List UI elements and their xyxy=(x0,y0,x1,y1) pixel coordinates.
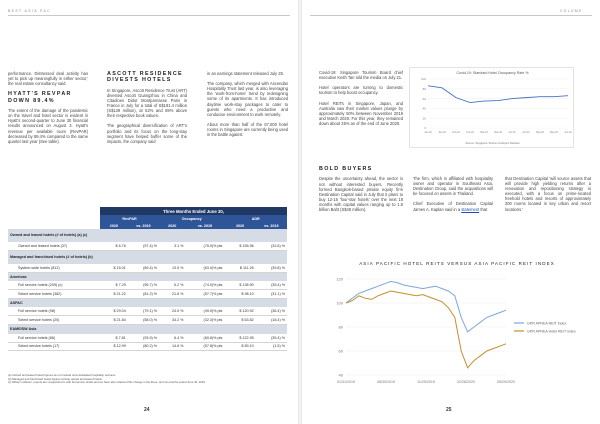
table-cell: (75.0)% pts xyxy=(185,242,224,251)
x-tick-label: Jan-20 xyxy=(438,131,446,134)
x-tick-label: 08/30/2019 xyxy=(377,380,395,384)
table-year-header: 2020 xyxy=(224,222,255,229)
table-cell: (80.2) % xyxy=(128,342,159,351)
left-column-2 xyxy=(107,71,187,149)
y-tick-label: 0 xyxy=(424,126,426,131)
table-cell: (32.6) % xyxy=(256,242,287,251)
table-cell: 21.6 % xyxy=(159,290,185,299)
x-tick-label: 05/29/2020 xyxy=(497,380,515,384)
table-note: (b) Managed and franchised hotels figures include owned and leased hotels xyxy=(8,376,102,381)
table-cell: (39.8) % xyxy=(256,264,287,273)
x-tick-label: Mar-20 xyxy=(480,131,488,134)
table-cell: (74.0)% pts xyxy=(185,281,224,290)
header-rule xyxy=(8,15,290,16)
x-tick-label: 02/28/2020 xyxy=(457,380,475,384)
table-cell: (18.4) % xyxy=(256,316,287,325)
table-group-header: RevPAR xyxy=(100,215,159,222)
table-cell: $ 122.95 xyxy=(224,334,255,343)
table-cell: (81.2) % xyxy=(128,290,159,299)
table-cell: $ 98.10 xyxy=(224,290,255,299)
bold-buyers-column-2 xyxy=(413,176,493,217)
table-cell: $ 63.82 xyxy=(224,316,255,325)
table-row-label: Full service hotels (98) xyxy=(8,307,100,316)
paragraph: In Singapore, Ascott Residence Trust (ART) divested Ascott Guangzhou in China and Citadines Didot Montparnasse Paris in France in July for a total of S$191.4 million (S$139 million), at 52% and 69% above their respective book values. xyxy=(107,87,187,119)
table-note: (a) Owned and leased hotels figures do not include unconsolidated hospitality ventures xyxy=(8,373,116,377)
y-tick-label: 120 xyxy=(336,276,343,282)
table-cell: 6.4 % xyxy=(159,334,185,343)
table-notes xyxy=(8,374,205,385)
table-section-header xyxy=(8,272,287,281)
section-heading-bold-buyers: BOLD BUYERS xyxy=(319,166,373,172)
table-cell: (35.4) % xyxy=(256,334,287,343)
header-rule xyxy=(310,15,592,16)
table-cell: (60.6)% pts xyxy=(185,334,224,343)
page-number-left: 24 xyxy=(144,407,150,413)
table-cell: $ 138.90 xyxy=(224,281,255,290)
y-tick-label: 80 xyxy=(422,87,426,91)
paragraph: Covid-19: Singapore Tourism Board chief executive Keith Tan told the media on July 21. xyxy=(319,70,403,81)
occupancy-chart-plot xyxy=(410,68,575,149)
table-section-label: Managed and franchised hotels (# of hotels) (b) xyxy=(8,251,287,264)
x-tick-label: May-20 xyxy=(550,131,558,134)
table-cell: (63.0)% pts xyxy=(185,264,224,273)
table-cell: (95.7) % xyxy=(128,281,159,290)
y-tick-label: 40 xyxy=(338,372,343,378)
table-section-label: Americas xyxy=(8,272,287,281)
table-section-header xyxy=(8,251,287,264)
paragraph: Hotel REITs in Singapore, Japan, and Australia saw their market values plunge by approximately 50% between November 2019 and March 2020. For this year, they remained down about 25% as of the end of June 2020. xyxy=(319,100,403,126)
table-cell: (97.4) % xyxy=(128,242,159,251)
table-cell: $ 7.29 xyxy=(100,281,128,290)
paragraph: About more than half of the 67,000 hotel rooms in Singapore are currently being used in the battle against xyxy=(207,121,288,138)
legend-label: GPR APREA REIT index xyxy=(527,321,567,326)
y-tick-label: 60 xyxy=(338,348,343,354)
table-row xyxy=(8,334,287,343)
table-section-header xyxy=(8,229,287,242)
chart-title: ASIA PACIFIC HOTEL REITS VERSUS ASIA PACIFIC REIT INDEX xyxy=(359,261,555,266)
table-year-header: 2020 xyxy=(159,222,185,229)
table-title: Three Months Ended June 30, xyxy=(100,207,287,215)
page-number-right: 25 xyxy=(446,407,452,413)
table-note: (c) Hilltop! midtown, reports are reorganized in with full service hotels and we have also reflected this change in the three- and six-months ended June 30, 2019 xyxy=(8,380,205,385)
table-group-header: Occupancy xyxy=(159,215,224,222)
table-cell: (79.1) % xyxy=(128,307,159,316)
table-row xyxy=(8,281,287,290)
table-row-label: Owned and leased hotels (37) xyxy=(8,242,100,251)
table-year-header: vs. 2019 xyxy=(128,222,159,229)
table-cell: $ 12.99 xyxy=(100,342,128,351)
table-cell: $ 155.96 xyxy=(224,242,255,251)
table-cell: $ 120.92 xyxy=(224,307,255,316)
running-header-left: BEST ASIA PAC xyxy=(8,9,51,13)
bold-buyers-column-3 xyxy=(505,176,591,217)
table-row-label: Select service hotels (382) xyxy=(8,290,100,299)
table-cell: 5.2 % xyxy=(159,281,185,290)
x-tick-label: Jan-20 xyxy=(424,131,432,134)
paragraph: Despite the uncertainty ahead, the sector is not without interested buyers. Recently formed Bangkok-based private equity firm Destination Capital said in July that it plans to buy 12-15 'four-star hotels' over the next 18 months with capital values ranging up to 1.5 billion Baht (S$48 million). xyxy=(319,176,403,212)
table-row xyxy=(8,290,287,299)
table-section-header xyxy=(8,325,287,334)
paragraph: in an earnings statement released July 28. xyxy=(207,71,284,76)
table-cell: (31.1) % xyxy=(256,290,287,299)
x-tick-label: Apr-20 xyxy=(508,131,516,134)
table-row xyxy=(8,307,287,316)
table-cell: $ 21.22 xyxy=(100,290,128,299)
table-year-header: vs. 2019 xyxy=(256,222,287,229)
paragraph: The geographical diversification of ART's portfolio and its focus on the long-stay segment have helped buffer some of the impacts, the company said xyxy=(107,123,187,144)
table-cell: (57.8)% pts xyxy=(185,342,224,351)
table-cell: $ 7.81 xyxy=(100,334,128,343)
reit-chart-plot xyxy=(324,273,590,393)
section-heading-hyatt: HYATT'S REVPAR DOWN 89.4% xyxy=(8,91,72,104)
x-tick-label: May-20 xyxy=(536,131,544,134)
table-row-label: Select service hotels (17) xyxy=(8,342,100,351)
y-tick-label: 20 xyxy=(422,116,426,121)
table-cell: 14.6 % xyxy=(159,342,185,351)
table-cell: 13.5 % xyxy=(159,264,185,273)
paragraph-text: Chief Executive of Destination Capital James A. Kaplan said in a xyxy=(413,201,493,212)
series-line xyxy=(346,291,506,368)
table-cell: (35.4) % xyxy=(256,281,287,290)
paragraph: Hotel operators are turning to domestic tourism to help boost occupancy. xyxy=(319,85,403,96)
table-section-label: ASPAC xyxy=(8,298,287,307)
series-line xyxy=(428,86,568,103)
y-tick-label: 100 xyxy=(336,300,343,306)
table-cell: (36.4) % xyxy=(256,307,287,316)
legend-label: GPR APREA Hotel REIT index xyxy=(527,329,576,334)
left-column-3 xyxy=(207,71,288,142)
x-tick-label: Feb-20 xyxy=(452,131,460,134)
x-tick-label: Jun-20 xyxy=(564,131,572,134)
x-tick-label: Mar-20 xyxy=(494,131,502,134)
running-header-right: VOLUME xyxy=(560,9,583,13)
table-cell: $ 111.26 xyxy=(224,264,255,273)
table-row xyxy=(8,264,287,273)
table-cell: 34.2 % xyxy=(159,316,185,325)
table-cell: $ 21.84 xyxy=(100,316,128,325)
table-cell: $ 29.04 xyxy=(100,307,128,316)
chart-source: Source: Singapore Tourism Analytics Network xyxy=(465,142,520,145)
x-tick-label: 01/31/2019 xyxy=(337,380,355,384)
table-group-header: ADR xyxy=(224,215,287,222)
paragraph: performance. Distressed deal activity has yet to pick up meaningfully in either sector,' the real estate consultancy said. xyxy=(8,71,88,87)
table-cell: (49.0)% pts xyxy=(185,307,224,316)
table-cell: (1.5) % xyxy=(256,342,287,351)
x-tick-label: 11/29/2019 xyxy=(417,380,435,384)
table-section-label: Owned and leased hotels (# of hotels) (a) (c) xyxy=(8,229,287,242)
paragraph xyxy=(413,201,493,211)
table-cell: $ 6.76 xyxy=(100,242,128,251)
left-column-1 xyxy=(8,71,88,149)
occupancy-chart xyxy=(409,67,574,148)
right-intro-column xyxy=(319,70,403,131)
paragraph-text: that xyxy=(479,206,488,212)
section-heading-ascott: ASCOTT RESIDENCE DIVESTS HOTELS xyxy=(107,71,183,84)
table-cell: 24.0 % xyxy=(159,307,185,316)
table-cell: (57.7)% pts xyxy=(185,290,224,299)
table-section-label: EAME/SW Asia xyxy=(8,325,287,334)
table-section-header xyxy=(8,298,287,307)
paragraph: The extent of the damage of the pandemic on the travel and hotel sector is evident in Hyatt's second-quarter to June 30 financial results announced on August 3. Hyatt's revenue per available room (RevPAR) decreased by 89.4% compared to the same quarter last year (See table). xyxy=(8,108,88,144)
y-tick-label: 80 xyxy=(338,324,343,330)
table-row xyxy=(8,342,287,351)
paragraph: The firm, which is affiliated with hospitality owner and operator in Southeast Asia, Destination Group, said the acquisitions will be focused on assets in Thailand. xyxy=(413,176,493,197)
paragraph: The company, which merged with Ascendas Hospitality Trust last year, is also leveraging the 'work-from-home' trend by redesigning some of its apartments. It has introduced daytime work-stay packages to cater to guests who need a productive and conducive environment to work remotely. xyxy=(207,81,288,117)
statement-link[interactable]: statement xyxy=(461,206,480,212)
table-year-header: vs. 2019 xyxy=(185,222,224,229)
bold-buyers-column-1 xyxy=(319,166,403,217)
table-cell: (58.0) % xyxy=(128,316,159,325)
y-tick-label: 100 xyxy=(420,77,426,82)
hyatt-results-table xyxy=(8,207,287,351)
x-tick-label: Feb-20 xyxy=(466,131,474,134)
table-year-header: 2020 xyxy=(100,222,128,229)
y-tick-label: 40 xyxy=(422,106,426,111)
reit-comparison-chart xyxy=(324,261,590,393)
table-cell: (32.3)% pts xyxy=(185,316,224,325)
left-page xyxy=(0,0,298,424)
table-row-label: System-wide hotels (812) xyxy=(8,264,100,273)
table-row-label: Select service hotels (20) xyxy=(8,316,100,325)
table-row xyxy=(8,242,287,251)
table-row-label: Full service hotels (86) xyxy=(8,334,100,343)
table-cell: $ 89.10 xyxy=(224,342,255,351)
table-cell: (93.9) % xyxy=(128,334,159,343)
table-row-label: Full service hotels (209) (c) xyxy=(8,281,100,290)
x-tick-label: Apr-20 xyxy=(522,131,530,134)
table-cell: $ 15.01 xyxy=(100,264,128,273)
table-cell: 3.1 % xyxy=(159,242,185,251)
table-cell: (89.4) % xyxy=(128,264,159,273)
paragraph: that Destination Capital 'will source assets that will provide high yielding returns after a renovation and repositioning strategy is executed, with a focus on prime-located freehold hotels and resorts of approximately 200 rooms located in key urban and resort locations.' xyxy=(505,176,591,212)
y-tick-label: 60 xyxy=(422,96,426,101)
table-row xyxy=(8,316,287,325)
chart-title: Covid-19: Standard Hotel Occupancy Rate % xyxy=(456,70,529,75)
series-line xyxy=(346,281,506,331)
